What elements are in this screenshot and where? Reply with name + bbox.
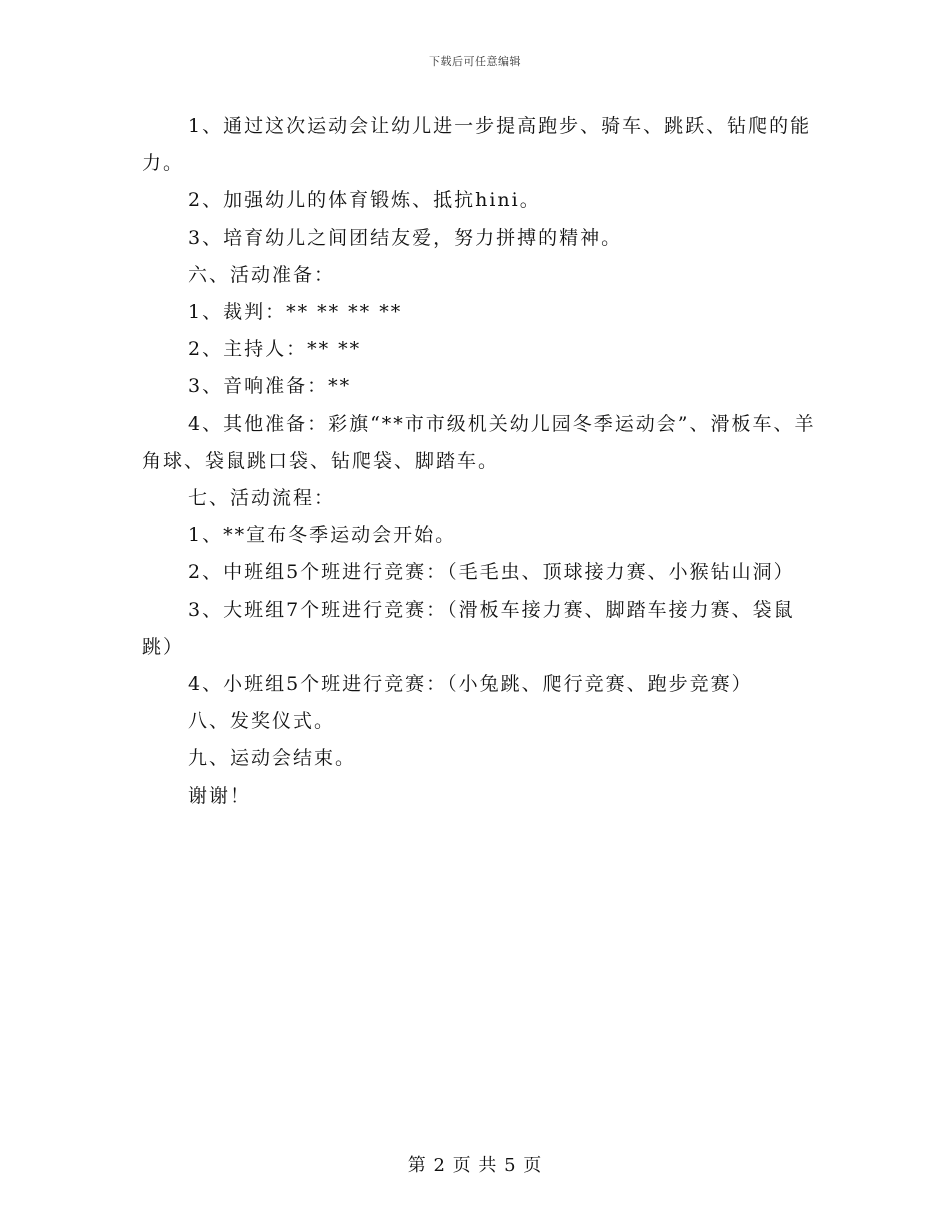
- paragraph-goal-2: 2、加强幼儿的体育锻炼、抵抗hini。: [188, 189, 541, 212]
- section-heading-closing: 九、运动会结束。: [188, 747, 357, 770]
- paragraph-prep-audio: 3、音响准备：**: [188, 375, 352, 398]
- page-header-note: 下载后可任意编辑: [429, 55, 521, 68]
- paragraph-goal-3: 3、培育幼儿之间团结友爱，努力拼搏的精神。: [188, 226, 623, 249]
- page-number-footer: 第 2 页 共 5 页: [407, 1155, 543, 1176]
- section-heading-preparation: 六、活动准备：: [188, 263, 336, 286]
- paragraph-prep-referee: 1、裁判：** ** ** **: [188, 301, 403, 324]
- paragraph-process-4: 4、小班组5个班进行竞赛：（小兔跳、爬行竞赛、跑步竞赛）: [188, 673, 753, 696]
- paragraph-prep-host: 2、主持人：** **: [188, 338, 362, 361]
- paragraph-prep-other: 4、其他准备：彩旗“**市市级机关幼儿园冬季运动会”、滑板车、羊角球、袋鼠跳口袋、钻爬袋、脚踏车。: [142, 412, 816, 472]
- paragraph-process-3: 3、大班组7个班进行竞赛：（滑板车接力赛、脚踏车接力赛、袋鼠跳）: [142, 598, 795, 658]
- paragraph-thanks: 谢谢！: [188, 784, 252, 807]
- paragraph-process-2: 2、中班组5个班进行竞赛：（毛毛虫、顶球接力赛、小猴钻山洞）: [188, 561, 795, 584]
- document-body: [142, 108, 822, 815]
- section-heading-awards: 八、发奖仪式。: [188, 710, 336, 733]
- paragraph-goal-1: 1、通过这次运动会让幼儿进一步提高跑步、骑车、跳跃、钻爬的能力。: [142, 115, 812, 175]
- paragraph-process-1: 1、**宣布冬季运动会开始。: [188, 524, 457, 547]
- section-heading-process: 七、活动流程：: [188, 487, 336, 510]
